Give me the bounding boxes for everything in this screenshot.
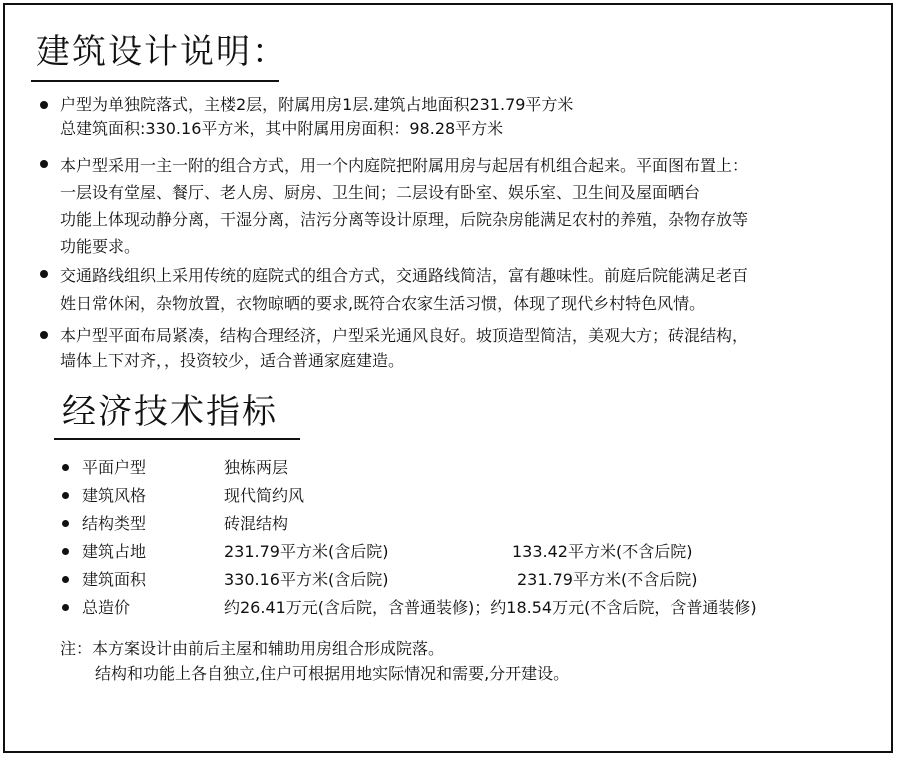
spec-label: 平面户型 <box>82 458 147 477</box>
note-line: 本户型平面布局紧凑，结构合理经济，户型采光通风良好。坡顶造型简洁，美观大方；砖混结构， <box>60 326 749 345</box>
bullet-icon <box>62 548 69 555</box>
bullet-icon <box>62 576 69 583</box>
spec-label: 建筑占地 <box>82 542 147 561</box>
bullet-icon <box>40 160 48 168</box>
title-underline <box>54 438 300 440</box>
footnote-line: 结构和功能上各自独立,住户可根据用地实际情况和需要,分开建设。 <box>95 664 570 683</box>
spec-label: 结构类型 <box>82 514 147 533</box>
spec-label: 建筑面积 <box>82 570 147 589</box>
spec-row-style <box>62 484 892 508</box>
spec-row-floor-area <box>62 568 892 592</box>
spec-value-alt: 231.79平方米(不含后院) <box>517 570 698 589</box>
note-line: 总建筑面积:330.16平方米，其中附属用房面积：98.28平方米 <box>60 119 504 138</box>
design-notes-title: 建筑设计说明： <box>36 32 288 72</box>
spec-value: 现代简约风 <box>224 486 305 505</box>
title-underline <box>31 80 279 82</box>
spec-row-footprint <box>62 540 892 564</box>
bullet-icon <box>40 331 48 339</box>
note-line: 姓日常休闲，杂物放置，衣物晾晒的要求,既符合农家生活习惯，体现了现代乡村特色风情。 <box>60 294 706 313</box>
bullet-icon <box>40 101 48 109</box>
spec-value-alt: 133.42平方米(不含后院) <box>512 542 693 561</box>
bullet-icon <box>40 270 48 278</box>
footnote <box>60 636 569 686</box>
note-line: 墙体上下对齐，，投资较少，适合普通家庭建造。 <box>60 351 405 370</box>
spec-row-layout <box>62 456 892 480</box>
spec-label: 总造价 <box>82 598 131 617</box>
bullet-icon <box>62 464 69 471</box>
note-line: 功能要求。 <box>60 237 141 256</box>
note-line: 户型为单独院落式，主楼2层，附属用房1层.建筑占地面积231.79平方米 <box>60 95 574 114</box>
note-line: 功能上体现动静分离，干湿分离，洁污分离等设计原理，后院杂房能满足农村的养殖，杂物存放等 <box>60 210 749 229</box>
spec-row-cost <box>62 596 892 620</box>
spec-row-structure <box>62 512 892 536</box>
tech-indicators-title: 经济技术指标 <box>62 392 278 432</box>
spec-value: 砖混结构 <box>224 514 289 533</box>
spec-value: 约26.41万元(含后院，含普通装修)；约18.54万元(不含后院，含普通装修) <box>224 598 757 617</box>
spec-value: 231.79平方米(含后院) <box>224 542 389 561</box>
spec-value: 330.16平方米(含后院) <box>224 570 389 589</box>
bullet-icon <box>62 604 69 611</box>
bullet-icon <box>62 520 69 527</box>
note-line: 交通路线组织上采用传统的庭院式的组合方式，交通路线简洁，富有趣味性。前庭后院能满足老百 <box>60 266 749 285</box>
spec-label: 建筑风格 <box>82 486 147 505</box>
bullet-icon <box>62 492 69 499</box>
footnote-line: 注：本方案设计由前后主屋和辅助用房组合形成院落。 <box>60 639 445 658</box>
note-line: 本户型采用一主一附的组合方式，用一个内庭院把附属用房与起居有机组合起来。平面图布置上： <box>60 156 749 175</box>
spec-value: 独栋两层 <box>224 458 289 477</box>
note-line: 一层设有堂屋、餐厅、老人房、厨房、卫生间；二层设有卧室、娱乐室、卫生间及屋面晒台 <box>60 183 701 202</box>
